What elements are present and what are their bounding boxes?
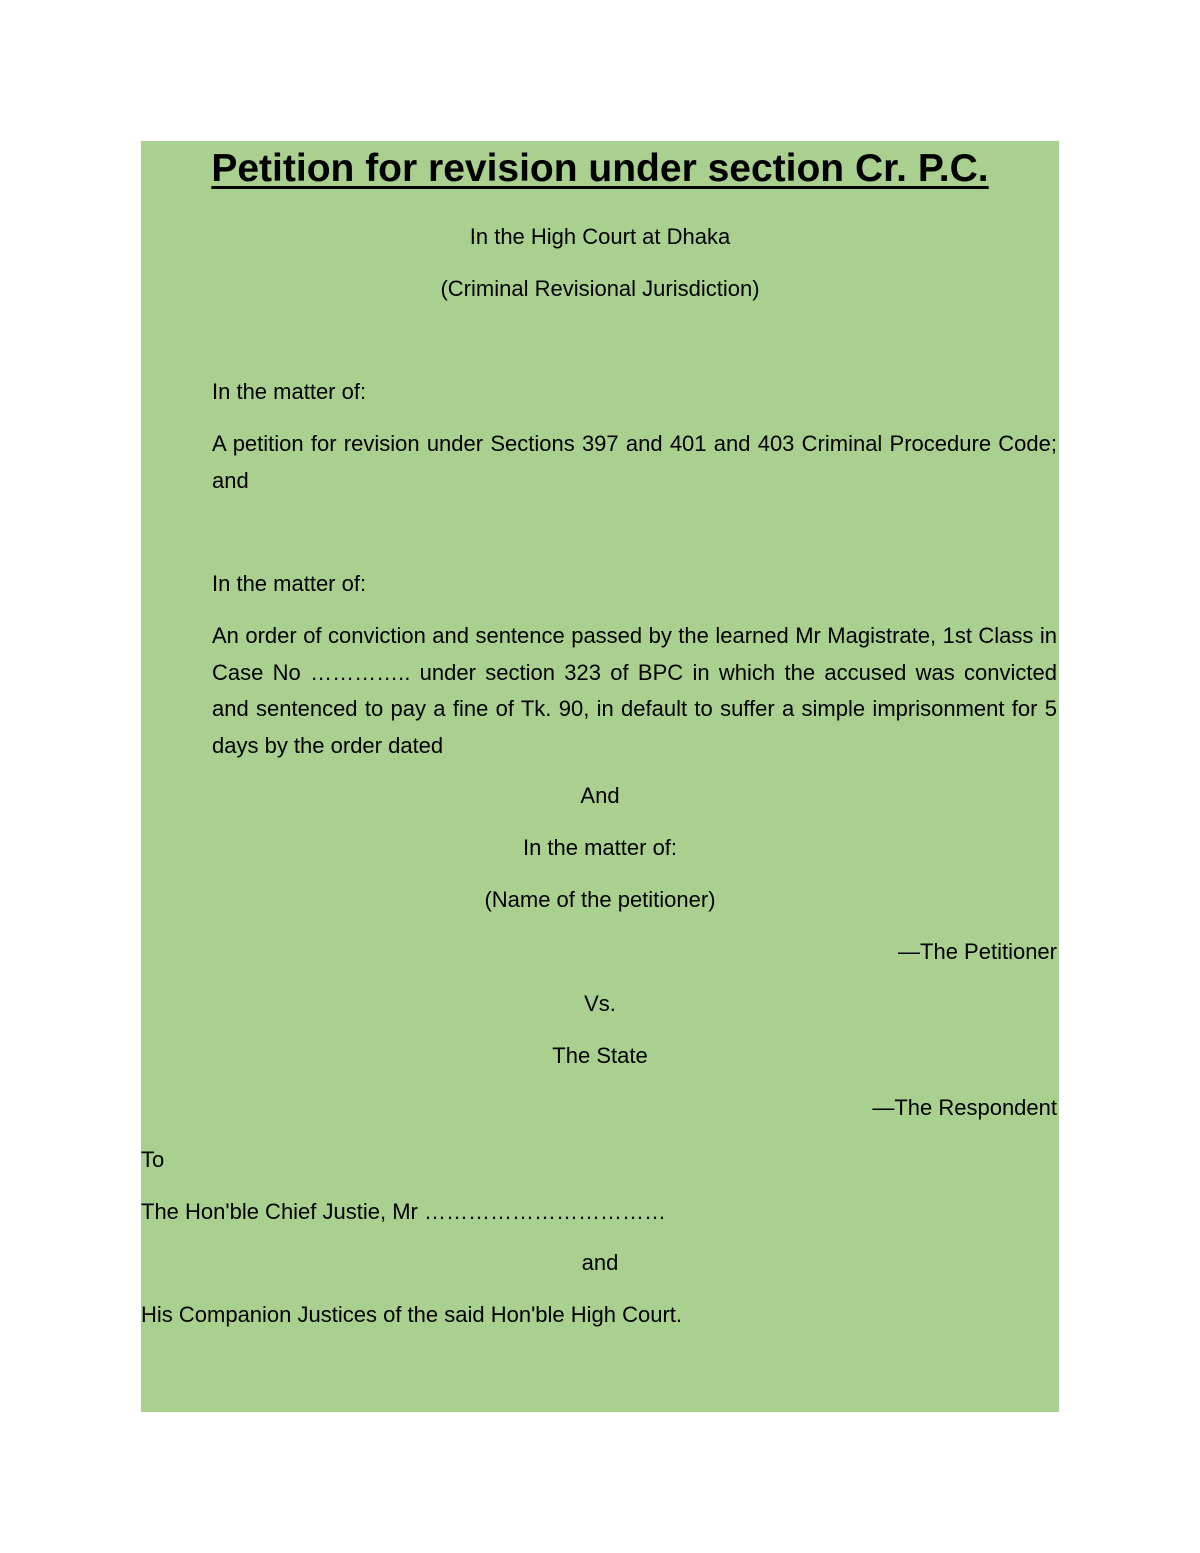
petitioner-name: (Name of the petitioner)	[484, 887, 716, 912]
matter-3-heading: In the matter of:	[522, 835, 678, 860]
respondent-label: —The Respondent	[872, 1095, 1057, 1120]
versus: Vs.	[584, 991, 616, 1016]
petitioner-label: —The Petitioner	[898, 939, 1057, 964]
matter-1-heading: In the matter of:	[212, 379, 367, 404]
companion-justices: His Companion Justices of the said Hon'ble High Court.	[141, 1302, 683, 1327]
addressee: The Hon'ble Chief Justie, Mr ……………………………	[141, 1199, 666, 1224]
and-lowercase: and	[581, 1250, 619, 1275]
respondent-name: The State	[552, 1043, 648, 1068]
matter-2-heading: In the matter of:	[212, 571, 367, 596]
to-label: To	[141, 1147, 165, 1172]
matter-2-text: An order of conviction and sentence passed by the learned Mr Magistrate, 1st Class in Case No ………….. under section 323 of BPC in which the accused was convicted and sentenced to pay a fine of Tk. 90, in default to suffer a simple imprisonment for 5 days by the order dated	[212, 623, 1057, 758]
document-title: Petition for revision under section Cr. P.C.	[211, 147, 989, 190]
jurisdiction: (Criminal Revisional Jurisdiction)	[440, 276, 760, 301]
and-conjunction: And	[580, 783, 620, 808]
document-panel	[141, 141, 1059, 1412]
court-name: In the High Court at Dhaka	[469, 224, 731, 249]
matter-1-text: A petition for revision under Sections 397 and 401 and 403 Criminal Procedure Code; and	[212, 431, 1057, 493]
